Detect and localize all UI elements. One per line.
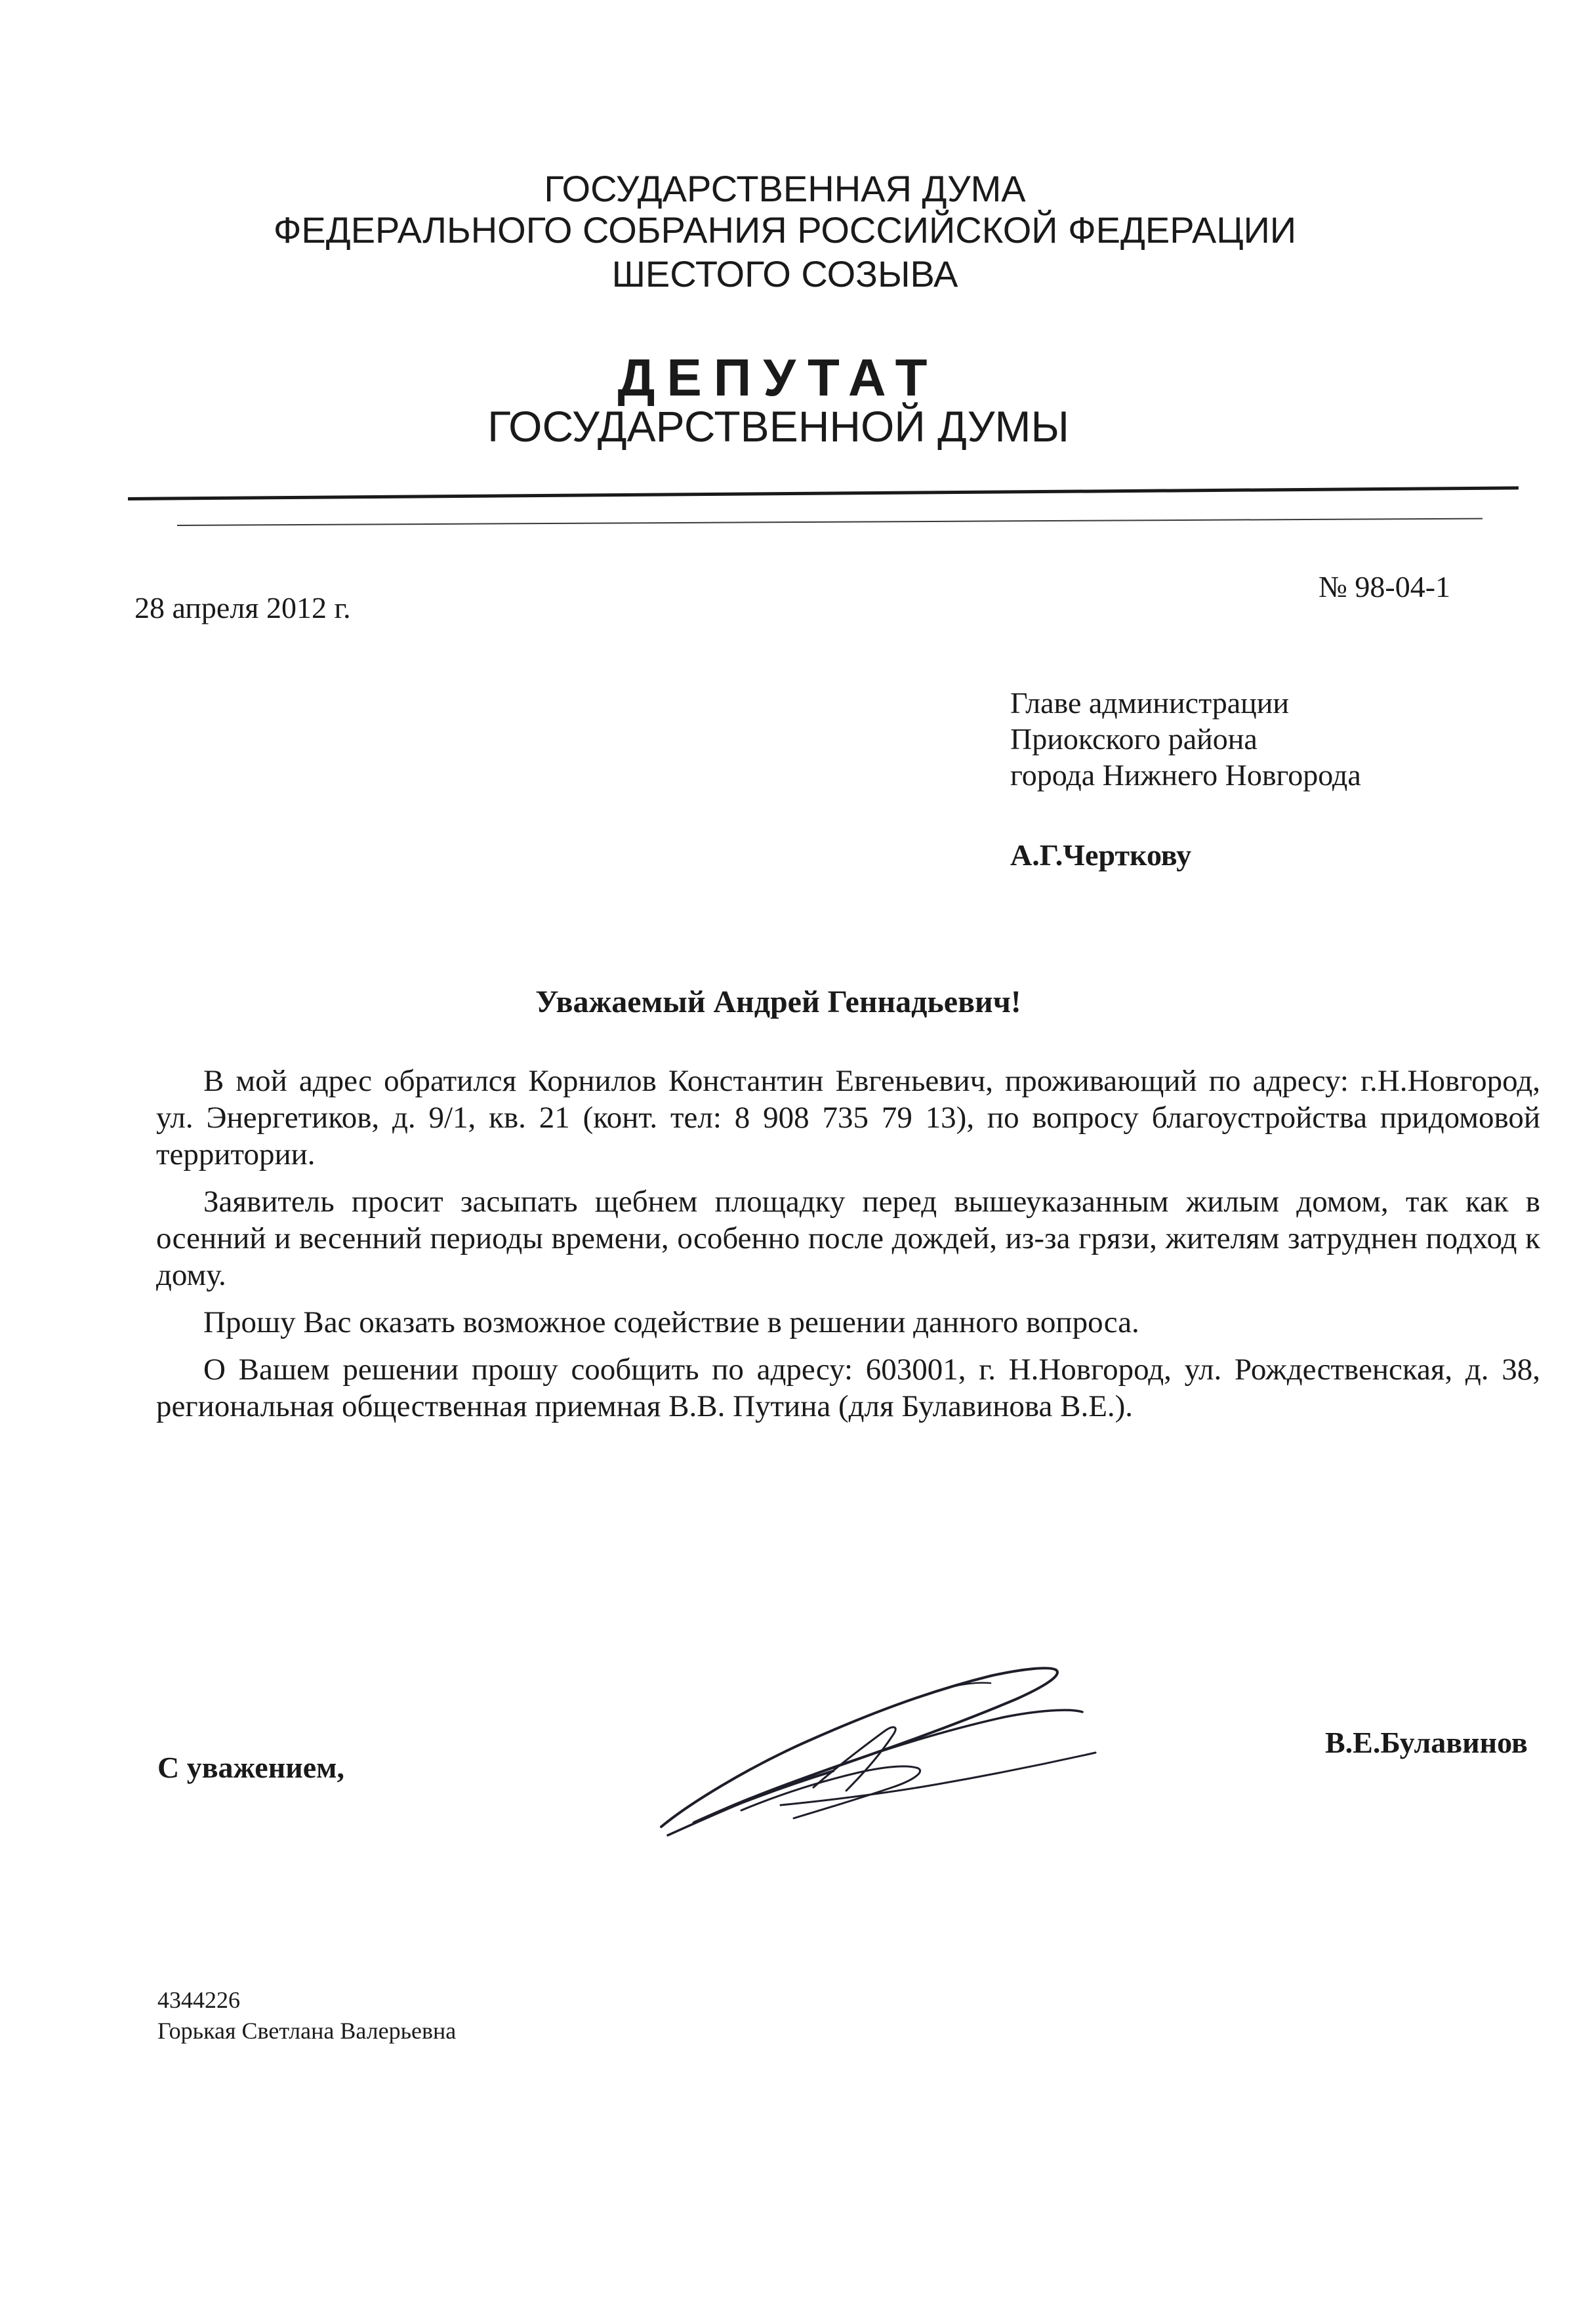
header-rule-thin xyxy=(177,518,1483,526)
body-paragraph: О Вашем решении прошу сообщить по адресу: 603001, г. Н.Новгород, ул. Рождественская, д. 38, региональная общественная приемная В.В. Путина (для Булавинова В.Е.). xyxy=(156,1353,1540,1423)
closing-phrase: С уважением, xyxy=(157,1751,344,1784)
salutation: Уважаемый Андрей Геннадьевич! xyxy=(535,985,1021,1019)
addressee-name: А.Г.Черткову xyxy=(1010,838,1192,872)
header-duma: ГОСУДАРСТВЕННАЯ ДУМА xyxy=(544,168,1026,209)
executor-phone: 4344226 xyxy=(157,1987,240,2013)
body-paragraph: Прошу Вас оказать возможное содействие в решении данного вопроса. xyxy=(203,1305,1139,1339)
header-rule-thick xyxy=(128,486,1519,500)
body-paragraph: Заявитель просит засыпать щебнем площадку перед вышеуказанным жилым домом, так как в осенний и весенний периоды времени, особенно после дождей, из-за грязи, жителям затруднен подход к дому. xyxy=(156,1185,1540,1292)
signer-name: В.Е.Булавинов xyxy=(1325,1726,1528,1759)
handwritten-signature xyxy=(649,1653,1109,1850)
addressee-line-2: Приокского района xyxy=(1010,722,1258,756)
addressee-line-1: Главе администрации xyxy=(1010,686,1290,720)
executor-name: Горькая Светлана Валерьевна xyxy=(157,2018,457,2044)
letter-body xyxy=(156,1063,1540,1435)
letter-number: № 98-04-1 xyxy=(1319,570,1451,603)
addressee-line-3: города Нижнего Новгорода xyxy=(1010,758,1361,792)
header-assembly: ФЕДЕРАЛЬНОГО СОБРАНИЯ РОССИЙСКОЙ ФЕДЕРАЦИИ xyxy=(273,209,1297,251)
letter-date: 28 апреля 2012 г. xyxy=(134,591,351,624)
header-deputy-subtitle: ГОСУДАРСТВЕННОЙ ДУМЫ xyxy=(487,402,1069,451)
body-paragraph: В мой адрес обратился Корнилов Константин Евгеньевич, проживающий по адресу: г.Н.Новгород, ул. Энергетиков, д. 9/1, кв. 21 (конт. тел: 8 908 735 79 13), по вопросу благоустройства придомовой территории. xyxy=(156,1064,1540,1171)
header-convocation: ШЕСТОГО СОЗЫВА xyxy=(611,253,958,295)
header-deputy-title: ДЕПУТАТ xyxy=(617,348,939,407)
